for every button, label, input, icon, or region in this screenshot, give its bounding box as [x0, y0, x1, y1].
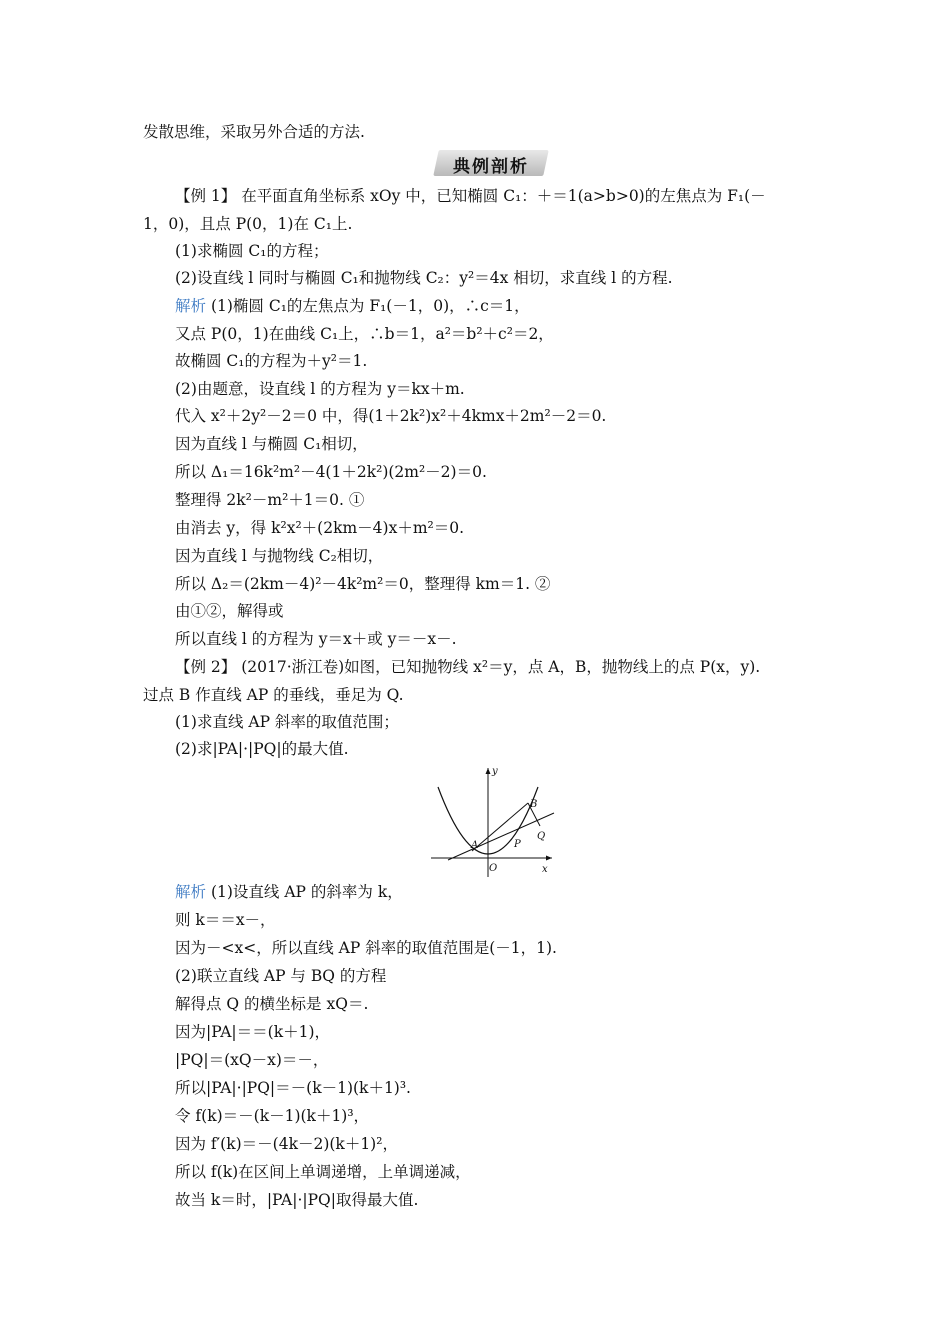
- solution2-step: 所以 f(k)在区间上单调递增，上单调递减，: [175, 1163, 471, 1181]
- figure-label-b: B: [530, 799, 538, 810]
- solution2-text: (1)设直线 AP 的斜率为 k，: [210, 883, 403, 901]
- figure-label-q: Q: [537, 831, 546, 842]
- section-title: 典例剖析: [453, 157, 529, 177]
- solution1-step: 所以 Δ₂＝(2km－4)²－4k²m²＝0，整理得 km＝1. ②: [175, 575, 551, 593]
- jiexi-label: 解析: [175, 297, 207, 315]
- example1-q1: (1)求椭圆 C₁的方程；: [175, 242, 329, 260]
- solution2-step: 则 k＝＝x－，: [175, 911, 276, 929]
- solution1-line: [175, 296, 530, 316]
- section-banner: [436, 150, 546, 176]
- example2-prompt-cont: 过点 B 作直线 AP 的垂线，垂足为 Q.: [143, 686, 404, 704]
- solution2-step: 故当 k＝时，|PA|·|PQ|取得最大值.: [175, 1191, 419, 1209]
- figure-label-y: y: [492, 766, 498, 777]
- solution1-step: 代入 x²＋2y²－2＝0 中，得(1＋2k²)x²＋4kmx＋2m²－2＝0.: [175, 407, 607, 425]
- solution1-step: 由消去 y，得 k²x²＋(2km－4)x＋m²＝0.: [175, 519, 465, 537]
- solution1-step: 因为直线 l 与椭圆 C₁相切，: [175, 435, 368, 453]
- solution1-step: (2)由题意，设直线 l 的方程为 y＝kx＋m.: [175, 380, 465, 398]
- x-axis-arrow: [546, 856, 552, 861]
- solution2-step: 令 f(k)＝－(k－1)(k＋1)³，: [175, 1107, 370, 1125]
- solution1-step: 所以 Δ₁＝16k²m²－4(1＋2k²)(2m²－2)＝0.: [175, 463, 487, 481]
- solution2-step: 因为－<x<，所以直线 AP 斜率的取值范围是(－1，1).: [175, 939, 557, 957]
- solution1-step: 整理得 2k²－m²＋1＝0. ①: [175, 491, 365, 509]
- example2-q1: (1)求直线 AP 斜率的取值范围；: [175, 713, 399, 731]
- solution2-step: 因为 f′(k)＝－(4k－2)(k＋1)²，: [175, 1135, 398, 1153]
- y-axis-arrow: [486, 768, 491, 774]
- intro-text: 发散思维，采取另外合适的方法.: [143, 123, 365, 141]
- solution1-step: 因为直线 l 与抛物线 C₂相切，: [175, 547, 384, 565]
- example2-prompt: 【例 2】 (2017·浙江卷)如图，已知抛物线 x²＝y，点 A，B，抛物线上的点 P(x，y).: [175, 658, 761, 676]
- solution2-line: [175, 882, 403, 902]
- solution1-text: (1)椭圆 C₁的左焦点为 F₁(－1，0)，∴c＝1，: [210, 297, 530, 315]
- example1-prompt-cont: 1，0)，且点 P(0，1)在 C₁上.: [143, 215, 353, 233]
- figure-label-x: x: [542, 864, 548, 875]
- solution2-step: 因为|PA|＝＝(k＋1)，: [175, 1023, 330, 1041]
- solution2-step: 解得点 Q 的横坐标是 xQ＝.: [175, 995, 369, 1013]
- solution1-step: 又点 P(0，1)在曲线 C₁上，∴b＝1，a²＝b²＋c²＝2，: [175, 325, 554, 343]
- parabola-figure: [428, 765, 558, 880]
- example2-q2: (2)求|PA|·|PQ|的最大值.: [175, 740, 349, 758]
- example1-prompt: 【例 1】 在平面直角坐标系 xOy 中，已知椭圆 C₁：＋＝1(a>b>0)的左焦点为 F₁(－: [175, 187, 766, 205]
- solution2-step: 所以|PA|·|PQ|＝－(k－1)(k＋1)³.: [175, 1079, 411, 1097]
- solution2-step: |PQ|＝(xQ－x)＝－，: [175, 1051, 329, 1069]
- solution1-step: 由①②，解得或: [175, 602, 284, 620]
- solution2-step: (2)联立直线 AP 与 BQ 的方程: [175, 967, 387, 985]
- example1-q2: (2)设直线 l 同时与椭圆 C₁和抛物线 C₂：y²＝4x 相切，求直线 l 的方程.: [175, 269, 673, 287]
- solution1-step: 所以直线 l 的方程为 y＝x＋或 y＝－x－.: [175, 630, 457, 648]
- figure-label-p: P: [514, 839, 521, 850]
- solution1-step: 故椭圆 C₁的方程为＋y²＝1.: [175, 352, 368, 370]
- figure-label-a: A: [471, 840, 479, 851]
- jiexi-label: 解析: [175, 883, 207, 901]
- figure-label-origin: O: [489, 863, 498, 874]
